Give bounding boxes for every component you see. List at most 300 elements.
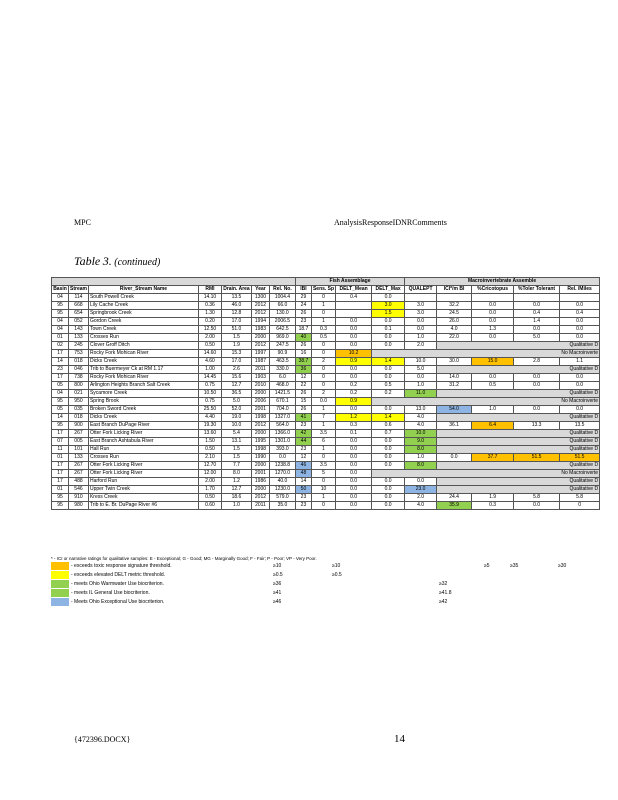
table-cell: 12.00 [198, 470, 221, 478]
table-cell: 0.50 [198, 446, 221, 454]
table-cell: 130.0 [269, 310, 295, 318]
table-cell: 1238.8 [269, 462, 295, 470]
column-header: Rel. No. [269, 286, 295, 294]
table-cell: 0.0 [372, 462, 405, 470]
table-cell: 4.0 [437, 326, 472, 334]
table-cell: Clover Groff Ditch [88, 342, 198, 350]
table-cell: 247.5 [269, 342, 295, 350]
table-cell: 1.00 [198, 366, 221, 374]
table-cell: 5.4 [221, 430, 251, 438]
table-cell: 1.5 [372, 310, 405, 318]
table-cell: Dicks Creek [88, 414, 198, 422]
table-cell: 1327.0 [269, 414, 295, 422]
table-cell: 2010 [251, 382, 269, 390]
table-row [52, 414, 600, 422]
table-cell: 021 [69, 390, 89, 398]
table-cell: 35.9 [437, 502, 472, 510]
table-row [52, 366, 600, 374]
table-cell: 0.0 [372, 366, 405, 374]
table-cell: 133 [69, 334, 89, 342]
legend-label: - exceeds toxic response signature threshold. [71, 563, 172, 569]
table-cell: 101 [69, 446, 89, 454]
table-cell: 0 [311, 478, 335, 486]
table-cell: 22 [295, 382, 311, 390]
table-cell: 1421.5 [269, 390, 295, 398]
table-cell: 17 [52, 462, 69, 470]
table-cell: 0 [311, 294, 335, 302]
table-cell: 14 [52, 414, 69, 422]
table-cell: 2012 [251, 342, 269, 350]
table-cell: 11.0 [405, 390, 437, 398]
table-cell: 1.1 [560, 358, 600, 366]
table-cell: 01 [52, 334, 69, 342]
table-cell: 1300 [251, 294, 269, 302]
table-cell: 04 [52, 326, 69, 334]
table-cell: Spring Brook [88, 398, 198, 406]
table-cell: 52.0 [221, 406, 251, 414]
legend-threshold: ≥41.8 [439, 590, 452, 596]
table-cell: 14.10 [198, 294, 221, 302]
table-cell: 29 [295, 294, 311, 302]
table-cell: 5.0 [405, 366, 437, 374]
table-cell: 38.7 [295, 358, 311, 366]
caption-prefix: Table [74, 254, 101, 268]
table-cell: 052 [69, 318, 89, 326]
table-cell: 267 [69, 462, 89, 470]
table-cell: 1.0 [405, 334, 437, 342]
table-cell: 02 [52, 342, 69, 350]
table-cell: 114 [69, 294, 89, 302]
table-cell: 393.0 [269, 446, 295, 454]
table-cell: 31.2 [437, 382, 472, 390]
table-cell: 1301.0 [269, 438, 295, 446]
table-cell: 0.0 [372, 294, 405, 302]
table-cell: 12 [295, 454, 311, 462]
table-cell: 468.0 [269, 382, 295, 390]
table-cell: 04 [52, 318, 69, 326]
table-cell: Town Creek [88, 326, 198, 334]
table-cell: 0.75 [198, 382, 221, 390]
table-cell: 5.8 [560, 494, 600, 502]
table-cell: 046 [69, 366, 89, 374]
table-cell: Lily Cache Creek [88, 302, 198, 310]
table-cell: 4.40 [198, 414, 221, 422]
legend-swatch [51, 571, 69, 579]
legend-row [51, 571, 618, 580]
table-cell: 005 [69, 438, 89, 446]
group-header-blank [52, 278, 296, 286]
table-cell: 1270.0 [269, 470, 295, 478]
table-row [52, 358, 600, 366]
table-cell: 2 [311, 358, 335, 366]
table-cell: 1.5 [221, 446, 251, 454]
table-row [52, 478, 600, 486]
legend-label: - meets Ohio Warmwater Use biocriterion. [71, 581, 164, 587]
table-cell: 1.50 [198, 438, 221, 446]
header-left: MPC [74, 218, 91, 227]
table-cell: 04 [52, 390, 69, 398]
table-cell: 17.0 [221, 318, 251, 326]
legend-row [51, 562, 618, 571]
table-cell: 0.0 [336, 454, 372, 462]
table-cell: 0.0 [336, 406, 372, 414]
table-cell: East Branch DuPage River [88, 422, 198, 430]
table-cell: 2012 [251, 310, 269, 318]
table-cell: 24.5 [437, 310, 472, 318]
table-cell: 0.36 [198, 302, 221, 310]
table-cell: 44 [295, 438, 311, 446]
legend-threshold: ≥36 [273, 581, 282, 587]
table-cell: 0.0 [514, 502, 560, 510]
table-cell: Kress Creek [88, 494, 198, 502]
table-cell: 0.0 [472, 310, 514, 318]
table-row [52, 310, 600, 318]
table-row [52, 430, 600, 438]
column-header: Year [251, 286, 269, 294]
table-cell [437, 294, 472, 302]
table-cell: 23 [295, 494, 311, 502]
table-cell: 23 [295, 422, 311, 430]
table-cell: 245 [69, 342, 89, 350]
table-cell: 37.7 [472, 454, 514, 462]
table-cell: 3.5 [311, 462, 335, 470]
table-cell: Crosses Run [88, 334, 198, 342]
table-cell: 0.75 [198, 398, 221, 406]
column-header: %Toler Tolerant [514, 286, 560, 294]
table-cell: 36 [295, 366, 311, 374]
table-cell: Trib to E. Br. DuPage River #6 [88, 502, 198, 510]
table-cell: 19.0 [221, 414, 251, 422]
table-cell: 23.0 [405, 486, 437, 494]
caption-suffix: (continued) [114, 257, 161, 268]
legend-threshold: ≥10 [273, 563, 282, 569]
table-cell: 8.0 [405, 446, 437, 454]
table-cell: 14.0 [437, 374, 472, 382]
table-cell: 0.50 [198, 342, 221, 350]
table-cell: 11 [52, 446, 69, 454]
table-cell: 267 [69, 430, 89, 438]
table-cell: Harford Run [88, 478, 198, 486]
column-header: ICI*/m BI [437, 286, 472, 294]
table-cell: 2.6 [221, 366, 251, 374]
column-header: %Cricotopus [472, 286, 514, 294]
table-cell: 1 [311, 302, 335, 310]
table-cell: 4.0 [405, 414, 437, 422]
table-cell: 5.0 [514, 334, 560, 342]
table-cell: 2000 [251, 462, 269, 470]
table-cell: 1004.4 [269, 294, 295, 302]
table-cell: 0.0 [514, 302, 560, 310]
table-cell: Otter Fork Licking River [88, 430, 198, 438]
table-cell: 26 [295, 390, 311, 398]
table-cell: Broken Sword Creek [88, 406, 198, 414]
table-cell: 46.0 [221, 302, 251, 310]
table-cell: 670.1 [269, 398, 295, 406]
table-cell: 10.50 [198, 390, 221, 398]
table-cell: 704.0 [269, 406, 295, 414]
table-cell: 950 [69, 398, 89, 406]
table-cell: 0.0 [372, 342, 405, 350]
table-cell: 0.0 [560, 382, 600, 390]
group-header-row [52, 278, 600, 286]
table-cell: 2012 [251, 302, 269, 310]
table-cell: Dicks Creek [88, 358, 198, 366]
table-cell: 0.5 [311, 334, 335, 342]
table-cell: 4.0 [405, 422, 437, 430]
table-cell: 0 [311, 350, 335, 358]
table-cell: 1.30 [198, 310, 221, 318]
table-cell: 267 [69, 470, 89, 478]
table-cell: 0.2 [336, 382, 372, 390]
table-cell: 18.7 [295, 326, 311, 334]
table-cell: 2.00 [198, 478, 221, 486]
table-cell: 23 [52, 366, 69, 374]
table-cell: Otter Fork Licking River [88, 462, 198, 470]
table-cell: 95 [52, 494, 69, 502]
table-cell: 17 [52, 470, 69, 478]
table-cell: Trib to Buermeyer Ck at RM 1.17 [88, 366, 198, 374]
table-cell: 54.0 [437, 406, 472, 414]
table-cell: 2012 [251, 422, 269, 430]
table-row [52, 334, 600, 342]
macro-note-cell: Qualitative D [437, 390, 600, 398]
table-cell: 1 [311, 406, 335, 414]
macro-note-cell: Qualitative D [437, 486, 600, 494]
legend-row [51, 598, 618, 607]
table-cell: 40 [295, 334, 311, 342]
table-cell: 13.5 [560, 422, 600, 430]
table-cell: 30.0 [437, 358, 472, 366]
table-cell: 23 [295, 318, 311, 326]
table-cell: 1.2 [336, 414, 372, 422]
data-table-wrapper [51, 277, 618, 555]
table-cell: 1986 [251, 478, 269, 486]
table-cell [472, 294, 514, 302]
table-cell: 0.0 [405, 374, 437, 382]
table-cell: 1.9 [221, 342, 251, 350]
table-row [52, 350, 600, 358]
macro-note-cell: No Macroinverte [372, 470, 600, 478]
fish-group-header: Fish Assemblage [295, 278, 404, 286]
table-cell: 01 [52, 486, 69, 494]
legend-label: - meets IL General Use biocriterion. [71, 590, 150, 596]
table-cell: 4.0 [405, 502, 437, 510]
table-cell: 90.9 [269, 350, 295, 358]
table-cell: 0.0 [472, 374, 514, 382]
macro-note-cell: No Macroinverte [372, 350, 600, 358]
table-cell: 0.3 [472, 502, 514, 510]
table-cell: 0.4 [336, 294, 372, 302]
table-cell: 980 [69, 502, 89, 510]
table-cell: 26.0 [437, 318, 472, 326]
column-header: Stream [70, 286, 87, 292]
table-cell: 2 [311, 390, 335, 398]
table-row [52, 462, 600, 470]
table-cell: 564.0 [269, 422, 295, 430]
footer-doc-id: {472396.DOCX} [74, 735, 131, 744]
table-row [52, 398, 600, 406]
table-row [52, 406, 600, 414]
table-cell: 1.3 [472, 326, 514, 334]
table-cell: 0.0 [336, 438, 372, 446]
table-cell [405, 294, 437, 302]
table-cell: 133 [69, 454, 89, 462]
table-cell: 0.0 [336, 334, 372, 342]
table-cell: 36.1 [437, 422, 472, 430]
table-cell: 0.0 [336, 462, 372, 470]
legend-threshold: ≥0.5 [273, 572, 283, 578]
table-cell: 0 [311, 310, 335, 318]
table-cell: 0.0 [372, 446, 405, 454]
table-cell: 463.5 [269, 358, 295, 366]
table-cell: 800 [69, 382, 89, 390]
table-cell: 0.0 [372, 374, 405, 382]
table-cell: 10.0 [221, 422, 251, 430]
table-cell: 1998 [251, 414, 269, 422]
table-cell: 0.1 [336, 430, 372, 438]
table-cell: 1.70 [198, 486, 221, 494]
table-cell: 0.0 [514, 326, 560, 334]
table-cell: 24 [295, 302, 311, 310]
table-cell: 0.0 [514, 382, 560, 390]
table-cell: 35.0 [269, 502, 295, 510]
macro-note-cell: Qualitative D [437, 446, 600, 454]
table-row [52, 470, 600, 478]
table-cell: 6.4 [472, 422, 514, 430]
table-cell: 910 [69, 494, 89, 502]
table-cell: 8.0 [405, 462, 437, 470]
legend-threshold: ≥46 [273, 599, 282, 605]
table-cell: 1.2 [221, 478, 251, 486]
table-cell: 17 [52, 350, 69, 358]
table-cell: 1230.0 [269, 486, 295, 494]
table-cell: 0.0 [336, 318, 372, 326]
table-cell: 0.0 [405, 478, 437, 486]
table-cell: 0.0 [560, 374, 600, 382]
table-cell: 1990 [251, 454, 269, 462]
table-cell: 3.0 [405, 302, 437, 310]
table-cell: 5 [311, 470, 335, 478]
table-cell: 95 [52, 310, 69, 318]
table-cell: 12.8 [221, 310, 251, 318]
table-cell: Rocky Fork Mohican River [88, 350, 198, 358]
table-cell [336, 302, 372, 310]
legend-swatch [51, 580, 69, 588]
table-cell: 0.0 [336, 470, 372, 478]
table-cell: 1.0 [472, 406, 514, 414]
table-cell: 04 [52, 294, 69, 302]
column-header: Basin [53, 286, 67, 292]
table-cell: 3.5 [311, 430, 335, 438]
table-cell: 2006 [251, 398, 269, 406]
column-header: DELT_Max [372, 286, 405, 294]
table-row [52, 446, 600, 454]
table-cell: 642.5 [269, 326, 295, 334]
table-cell: 579.0 [269, 494, 295, 502]
table-cell: 0.0 [336, 374, 372, 382]
table-row [52, 494, 600, 502]
table-cell: 15.0 [472, 358, 514, 366]
table-cell: 12.7 [221, 486, 251, 494]
table-cell: 0.0 [336, 486, 372, 494]
table-cell: 0.0 [336, 326, 372, 334]
table-cell: 15.6 [221, 374, 251, 382]
macro-group-header: Macroinvertebrate Assemble [405, 278, 600, 286]
table-row [52, 318, 600, 326]
table-cell: 26 [295, 406, 311, 414]
table-cell: 654 [69, 310, 89, 318]
table-cell: 900 [69, 422, 89, 430]
table-cell: 0 [311, 502, 335, 510]
table-cell: 14.45 [198, 374, 221, 382]
table-cell: 2000 [251, 486, 269, 494]
macro-note-cell: Qualitative D [437, 438, 600, 446]
table-cell: 0.0 [405, 326, 437, 334]
table-caption [74, 254, 160, 269]
table-cell: 1.5 [221, 454, 251, 462]
table-cell: 14 [52, 358, 69, 366]
table-cell: 0.0 [560, 326, 600, 334]
legend-threshold: ≥30 [558, 563, 567, 569]
table-cell: 2012 [251, 494, 269, 502]
table-cell: 0 [311, 366, 335, 374]
column-header: QUALEPT [405, 286, 437, 294]
table-cell: 66.0 [269, 302, 295, 310]
macro-note-cell: No Macroinverte [372, 398, 600, 406]
table-cell: 018 [69, 358, 89, 366]
table-cell: 1 [311, 318, 335, 326]
table-cell: 1.4 [372, 358, 405, 366]
table-cell: Hall Run [88, 446, 198, 454]
table-cell: 2011 [251, 366, 269, 374]
column-header: RMI [198, 286, 221, 294]
table-cell: 16 [295, 350, 311, 358]
table-cell: 6.0 [269, 374, 295, 382]
column-header: Rel. /Miles [560, 286, 600, 294]
table-cell: Sycamore Creek [88, 390, 198, 398]
legend-swatch [51, 562, 69, 570]
table-row [52, 374, 600, 382]
macro-note-cell: Qualitative D [437, 366, 600, 374]
table-cell: 1.0 [405, 382, 437, 390]
table-cell: 1.5 [221, 334, 251, 342]
legend-swatch [51, 589, 69, 597]
table-cell: 1 [311, 494, 335, 502]
legend-threshold: ≥10 [332, 563, 341, 569]
table-cell: 2.8 [514, 358, 560, 366]
table-cell: 0.0 [514, 374, 560, 382]
table-cell: 143 [69, 326, 89, 334]
table-cell: 0.4 [560, 310, 600, 318]
table-cell: 14.60 [198, 350, 221, 358]
table-cell: 0 [311, 374, 335, 382]
table-cell: 01 [52, 454, 69, 462]
table-cell: 2.10 [198, 454, 221, 462]
table-cell: 40.0 [269, 478, 295, 486]
table-cell: 0.2 [372, 390, 405, 398]
table-row [52, 422, 600, 430]
table-cell: 035 [69, 406, 89, 414]
macro-note-cell: Qualitative D [437, 414, 600, 422]
table-cell: 1 [311, 422, 335, 430]
table-cell: 0.0 [514, 406, 560, 414]
legend-threshold: ≥35 [510, 563, 519, 569]
table-cell: 23 [295, 446, 311, 454]
legend-row [51, 589, 618, 598]
table-cell [560, 294, 600, 302]
table-cell: 0.4 [514, 310, 560, 318]
macro-note-cell: Qualitative D [437, 478, 600, 486]
